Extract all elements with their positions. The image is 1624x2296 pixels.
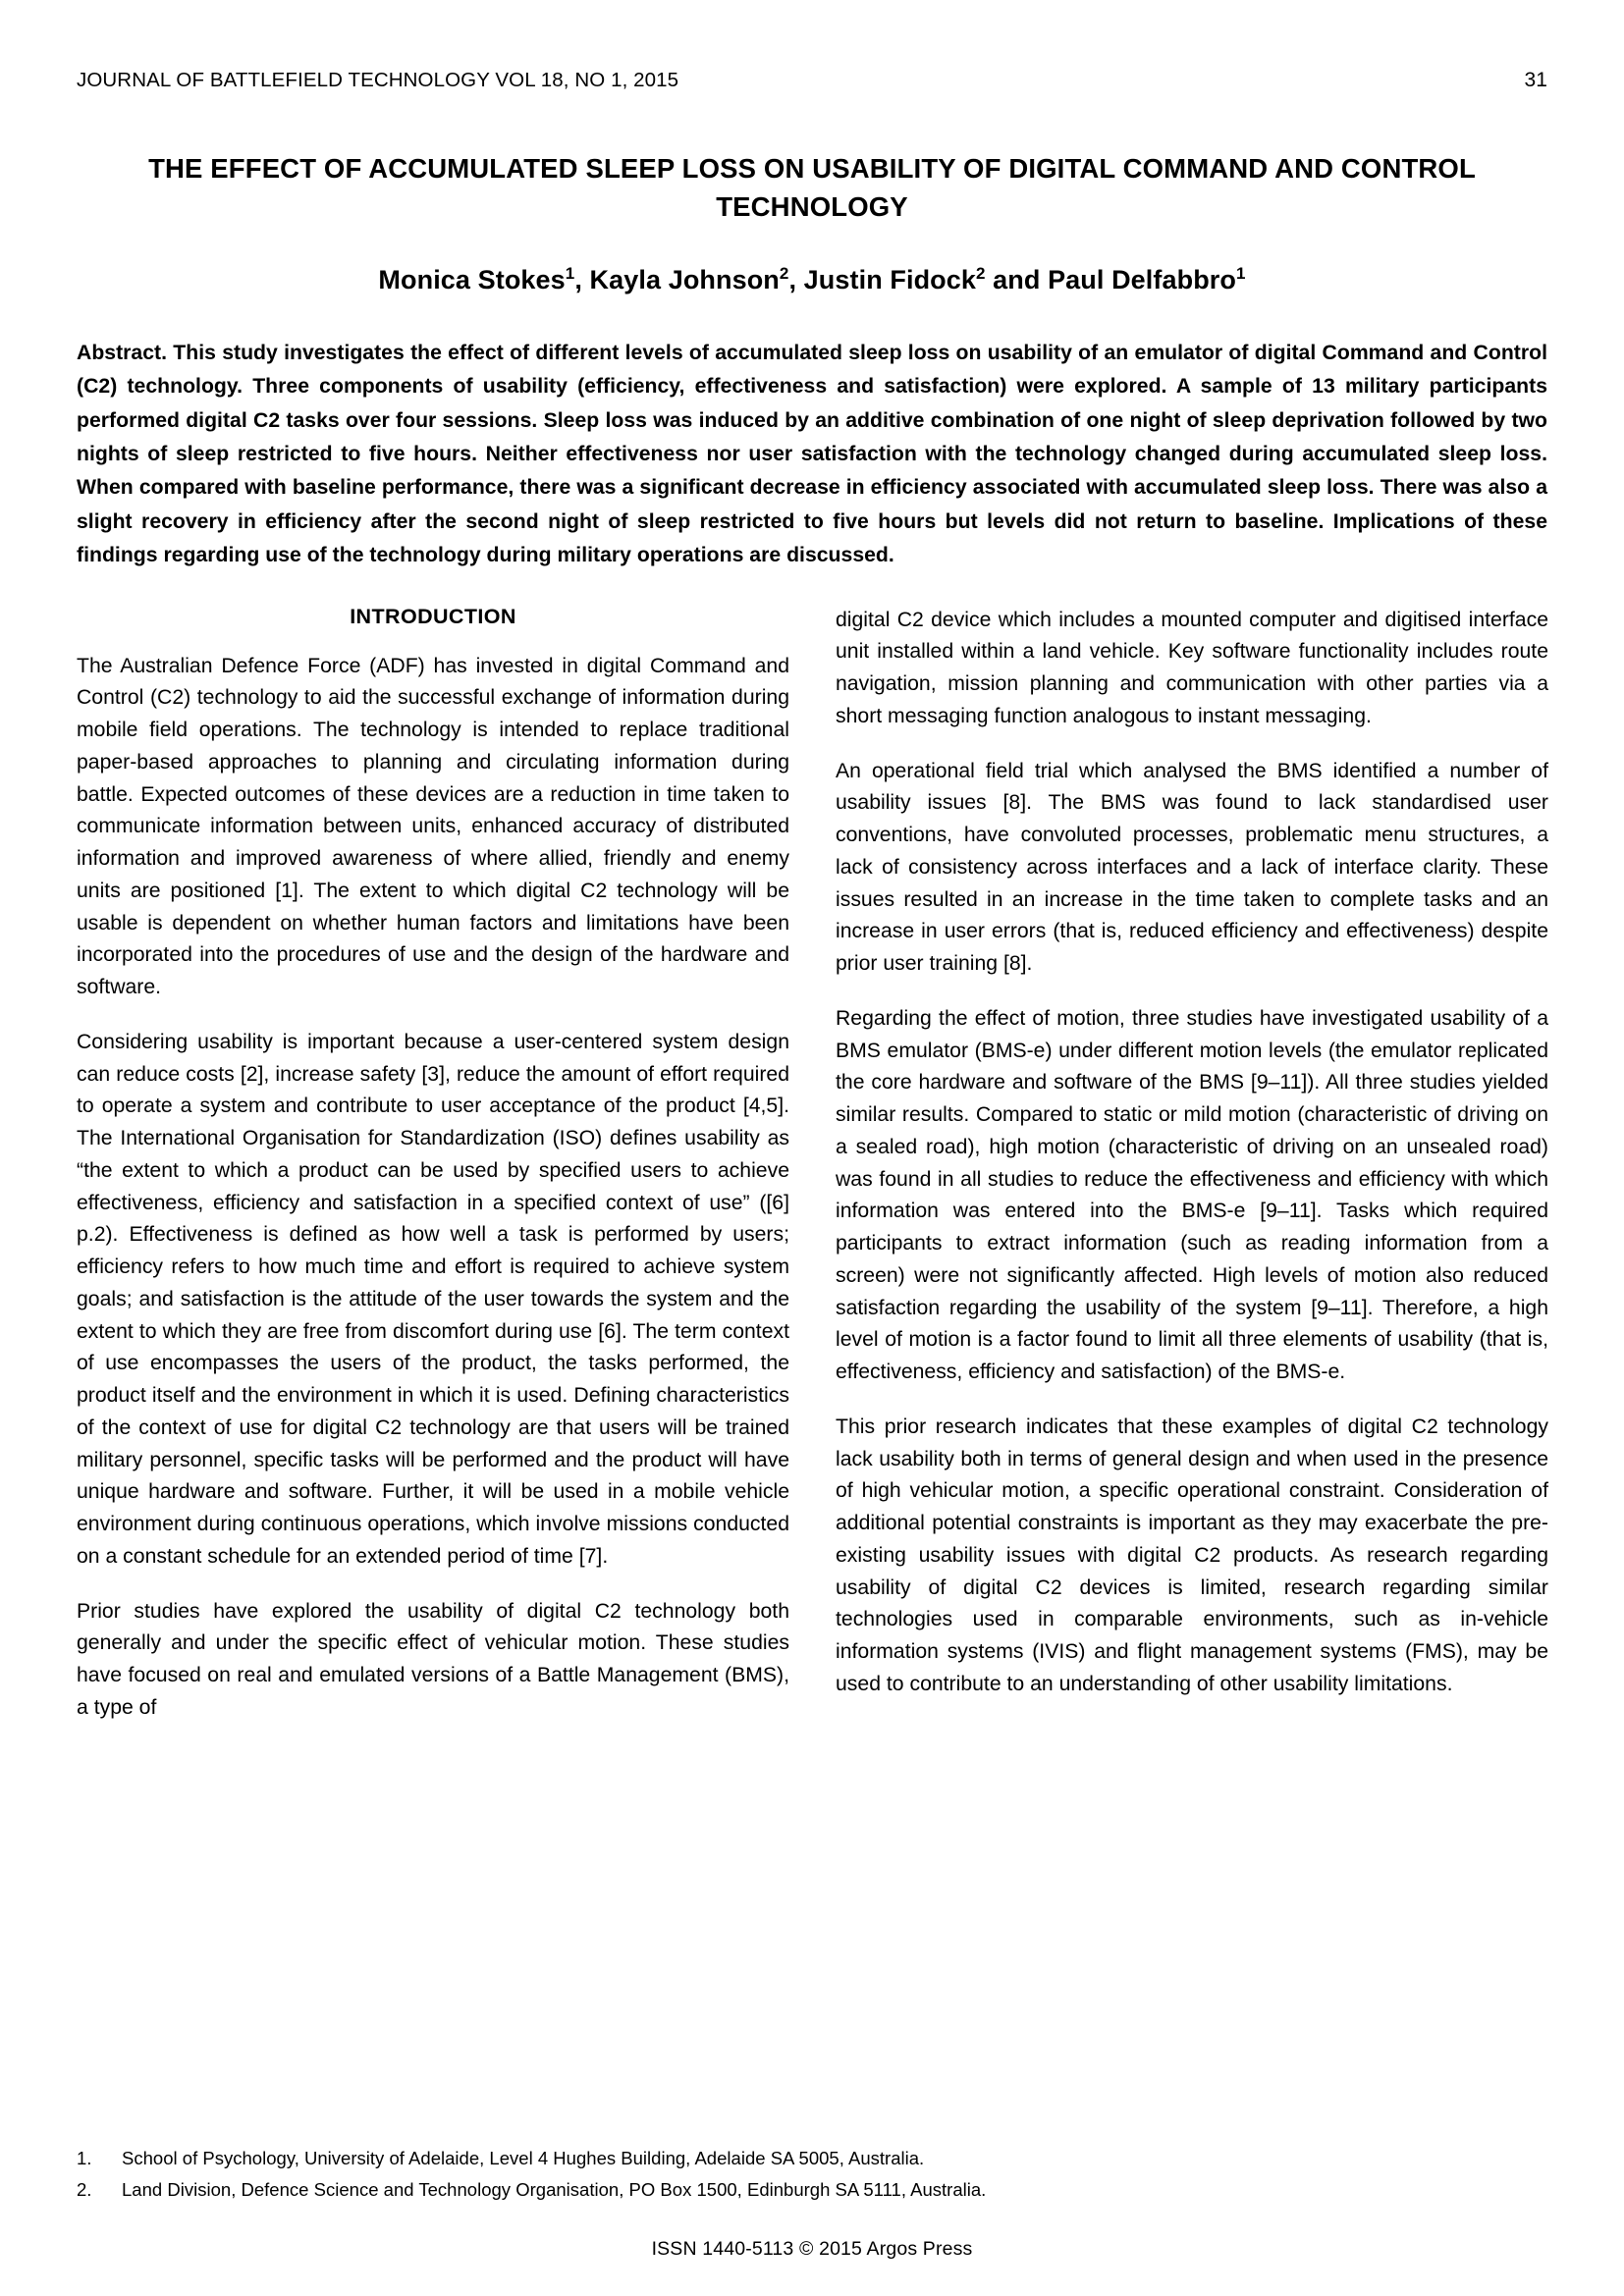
paragraph: Considering usability is important because a user-centered system design can reduce costs [2], increase safety [3], reduce the amount of effort required to operate a system and contribute to user acceptance of the product [4,5]. The International Organisation for Standardization (ISO) defines usability as “the extent to which a product can be used by specified users to achieve effectiveness, efficiency and satisfaction in a specified context of use” ([6] p.2). Effectiveness is defined as how well a task is performed by users; efficiency refers to how much time and effort is required to achieve system goals; and satisfaction is the attitude of the user towards the system and the extent to which they are free from discomfort during use [6]. The term context of use encompasses the users of the product, the tasks performed, the product itself and the environment in which it is used. Defining characteristics of the context of use for digital C2 technology are that users will be trained military personnel, specific tasks will be performed and the product will have unique hardware and software. Further, it will be used in a mobile vehicle environment during continuous operations, which involve missions conducted on a constant schedule for an extended period of time [7].: [77, 1030, 789, 1568]
paragraph: Regarding the effect of motion, three studies have investigated usability of a BMS emulator (BMS-e) under different motion levels (the emulator replicated the core hardware and software of the BMS [9–11]). All three studies yielded similar results. Compared to static or mild motion (characteristic of driving on a sealed road), high motion (characteristic of driving on an unsealed road) was found in all studies to reduce the effectiveness and efficiency with which information was entered into the BMS-e [9–11]. Tasks which required participants to extract information (such as reading information from a screen) were not significantly affected. High levels of motion also reduced satisfaction regarding the usability of the system [9–11]. Therefore, a high level of motion is a factor found to limit all three elements of usability (that is, effectiveness, efficiency and satisfaction) of the BMS-e.: [836, 1006, 1548, 1383]
running-head: [77, 69, 1547, 92]
footnote-text: School of Psychology, University of Adelaide, Level 4 Hughes Building, Adelaide SA 5005, Australia.: [122, 2148, 925, 2169]
paper-title: THE EFFECT OF ACCUMULATED SLEEP LOSS ON USABILITY OF DIGITAL COMMAND AND CONTROL TECHNOLOGY: [148, 153, 1476, 223]
footnotes: [77, 2143, 1547, 2206]
paragraph: An operational field trial which analysed the BMS identified a number of usability issues [8]. The BMS was found to lack standardised user conventions, have convoluted processes, problematic menu structures, a lack of consistency across interfaces and a lack of interface clarity. These issues resulted in an increase in the time taken to complete tasks and an increase in user errors (that is, reduced efficiency and effectiveness) despite prior user training [8].: [836, 759, 1548, 975]
footnote-number: 1.: [77, 2148, 92, 2169]
footnote-text: Land Division, Defence Science and Technology Organisation, PO Box 1500, Edinburgh SA 5111, Australia.: [122, 2179, 987, 2201]
author-list: Monica Stokes$^1$, Kayla Johnson$^2$, Justin Fidock$^2$ and Paul Delfabbro$^1$: [378, 264, 1246, 295]
paragraph: digital C2 device which includes a mounted computer and digitised interface unit installed within a land vehicle. Key software functionality includes route navigation, mission planning and communication with other parties via a short messaging function analogous to instant messaging.: [836, 608, 1548, 727]
paragraph: The Australian Defence Force (ADF) has invested in digital Command and Control (C2) technology to aid the successful exchange of information during mobile field operations. The technology is intended to replace traditional paper-based approaches to planning and circulating information during battle. Expected outcomes of these devices are a reduction in time taken to communicate information between units, enhanced accuracy of distributed information and improved awareness of where allied, friendly and enemy units are positioned [1]. The extent to which digital C2 technology will be usable is dependent on whether human factors and limitations have been incorporated into the procedures of use and the design of the hardware and software.: [77, 654, 789, 998]
right-column: [836, 605, 1548, 1701]
journal-title: JOURNAL OF BATTLEFIELD TECHNOLOGY VOL 18, NO 1, 2015: [77, 69, 679, 91]
section-heading-introduction: INTRODUCTION: [350, 604, 516, 628]
paragraph: This prior research indicates that these examples of digital C2 technology lack usability both in terms of general design and when used in the presence of high vehicular motion, a specific operational constraint. Consideration of additional potential constraints is important as they may exacerbate the pre-existing usability issues with digital C2 products. As research regarding usability of digital C2 devices is limited, research regarding similar technologies used in comparable environments, such as in-vehicle information systems (IVIS) and flight management systems (FMS), may be used to contribute to an understanding of other usability limitations.: [836, 1415, 1548, 1695]
issn-copyright-line: ISSN 1440-5113 © 2015 Argos Press: [651, 2238, 973, 2260]
footnote-item: [77, 2174, 1547, 2206]
page-number: 31: [1524, 69, 1547, 91]
body-columns: [77, 605, 1547, 1725]
paragraph: Prior studies have explored the usability of digital C2 technology both generally and under the specific effect of vehicular motion. These studies have focused on real and emulated versions of a Battle Management (BMS), a type of: [77, 1599, 789, 1719]
left-column: [77, 605, 789, 1725]
footnote-number: 2.: [77, 2179, 92, 2201]
footnote-item: [77, 2143, 1547, 2174]
abstract: Abstract. This study investigates the effect of different levels of accumulated sleep loss on usability of an emulator of digital Command and Control (C2) technology. Three components of usability (efficiency, effectiveness and satisfaction) were explored. A sample of 13 military participants performed digital C2 tasks over four sessions. Sleep loss was induced by an additive combination of one night of sleep deprivation followed by two nights of sleep restricted to five hours. Neither effectiveness nor user satisfaction with the technology changed during accumulated sleep loss. When compared with baseline performance, there was a significant decrease in efficiency associated with accumulated sleep loss. There was also a slight recovery in efficiency after the second night of sleep restricted to five hours but levels did not return to baseline. Implications of these findings regarding use of the technology during military operations are discussed.: [77, 342, 1547, 567]
